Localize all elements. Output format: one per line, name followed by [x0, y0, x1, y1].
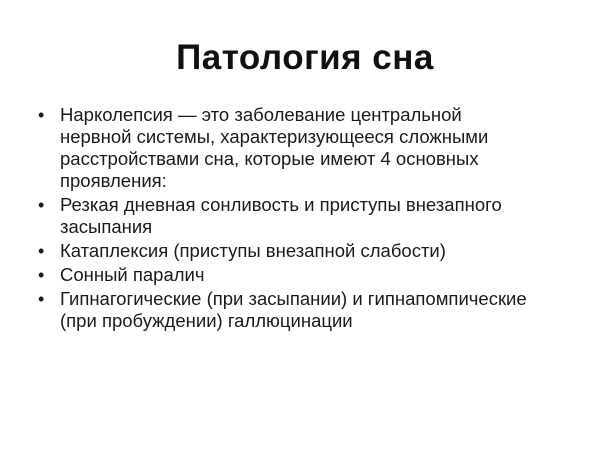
bullet-text-line: Нарколепсия — это заболевание центральной — [60, 104, 462, 125]
slide-title: Патология сна — [176, 38, 434, 77]
bullet-text-line: Гипнагогические (при засыпании) и гипнапомпические — [60, 288, 527, 309]
bullet-text-line: Резкая дневная сонливость и приступы внезапного — [60, 194, 502, 215]
bullet-item — [38, 240, 578, 262]
bullet-item — [38, 264, 578, 286]
bullet-dot-icon: • — [38, 241, 45, 261]
bullet-text-line: (при пробуждении) галлюцинации — [60, 310, 353, 331]
bullet-text-line: расстройствами сна, которые имеют 4 основных — [60, 148, 479, 169]
bullet-text-line: засыпания — [60, 216, 153, 237]
bullet-text-line: Катаплексия (приступы внезапной слабости) — [60, 240, 446, 261]
bullet-list — [38, 104, 578, 334]
bullet-dot-icon: • — [38, 289, 45, 309]
bullet-text-line: нервной системы, характеризующееся сложными — [60, 126, 489, 147]
bullet-dot-icon: • — [38, 105, 45, 125]
bullet-text-line: проявления: — [60, 170, 167, 191]
bullet-dot-icon: • — [38, 195, 45, 215]
bullet-dot-icon: • — [38, 265, 45, 285]
bullet-item — [38, 104, 578, 192]
bullet-item — [38, 288, 578, 332]
bullet-item — [38, 194, 578, 238]
bullet-text-line: Сонный паралич — [60, 264, 205, 285]
